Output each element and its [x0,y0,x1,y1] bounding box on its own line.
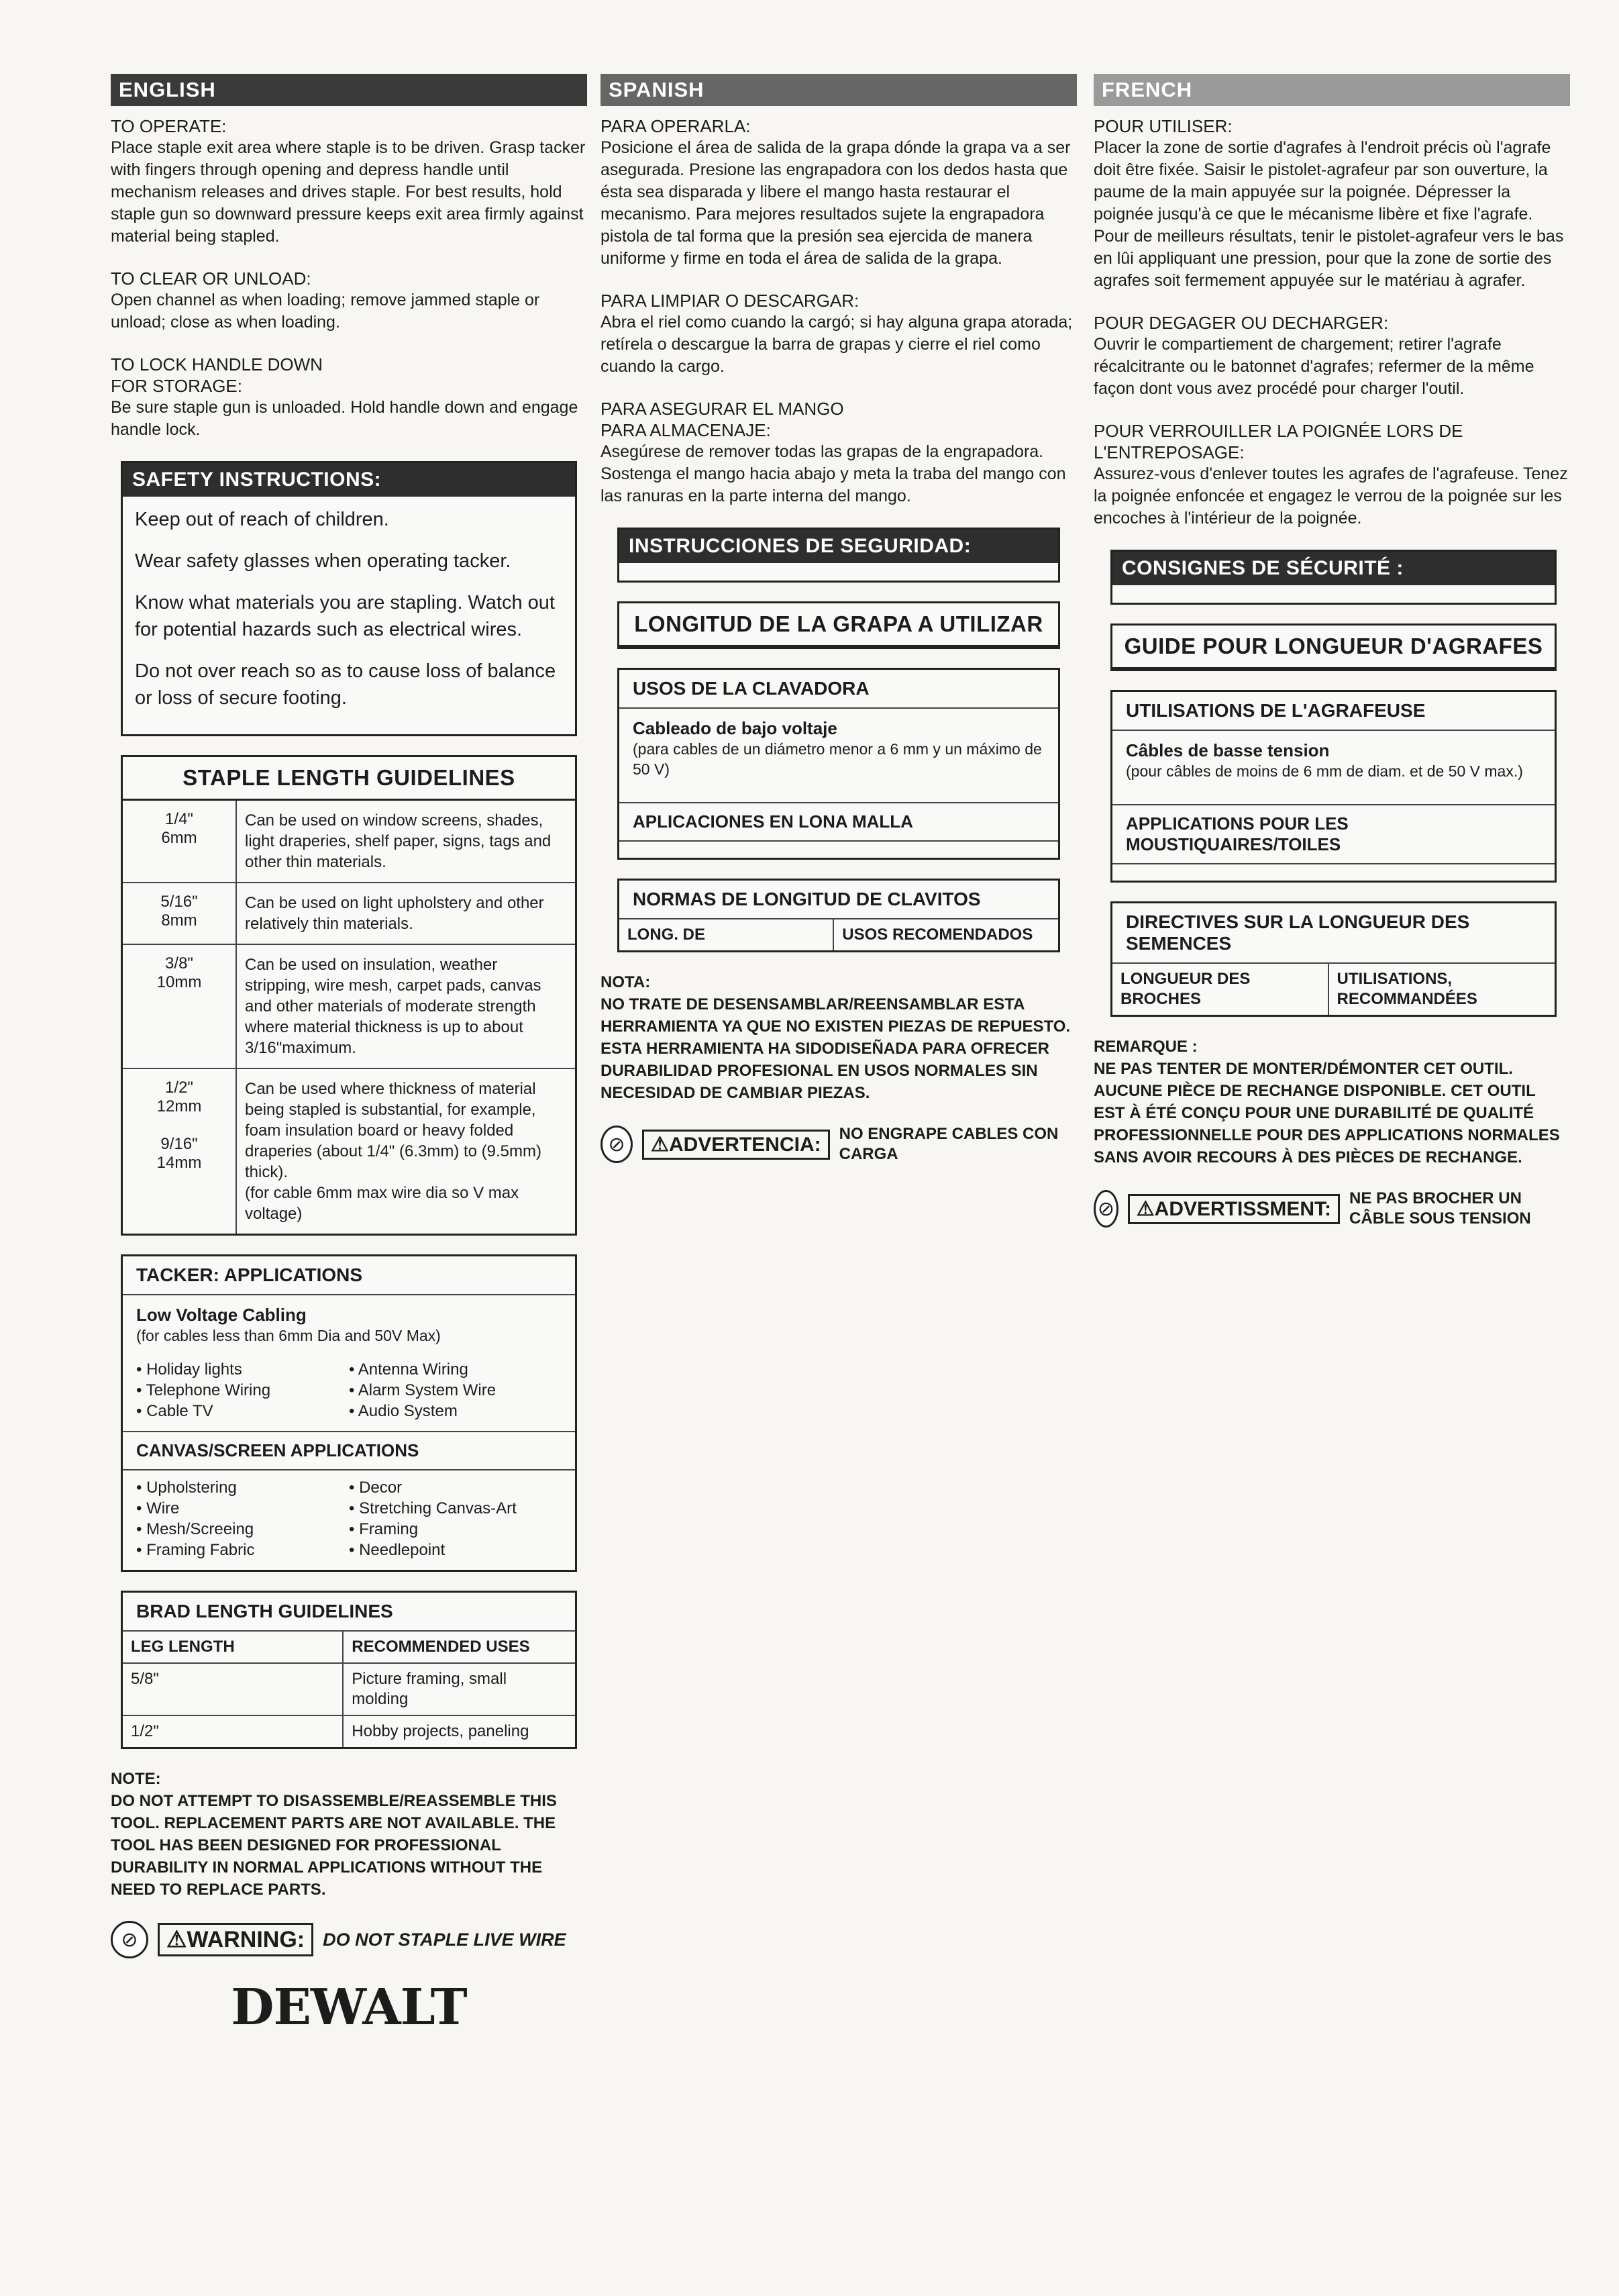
applications-box [121,1254,577,1572]
list-item: • Needlepoint [349,1541,446,1559]
list-item: • Audio System [349,1402,458,1420]
canvas-list [123,1470,575,1570]
brad-rows [123,1662,575,1747]
safety-box-es [617,528,1060,583]
staple-size: 1/2" 12mm 9/16" 14mm [123,1069,237,1234]
staple-table-title-fr: GUIDE POUR LONGUEUR D'AGRAFES [1112,626,1555,669]
staple-length-table-fr [1110,623,1557,671]
lock-body-fr: Assurez-vous d'enlever toutes les agrafes de l'agrafeuse. Tenez la poignée enfoncée et engagez le verrou de la poignée sur les encoches à l'intérieur de la poignée. [1094,464,1568,528]
staple-row [123,883,575,945]
safety-list-fr [1112,585,1555,603]
staple-table-title: STAPLE LENGTH GUIDELINES [123,757,575,801]
brad-len: 1/2" [123,1716,344,1747]
staple-row [123,801,575,883]
applications-box-fr [1110,690,1557,883]
staple-desc: Can be used on window screens, shades, light draperies, shelf paper, signs, tags and other thin materials. [245,811,552,871]
clean-title-fr: POUR DEGAGER OU DECHARGER: [1094,313,1389,333]
french-header: FRENCH [1094,74,1570,106]
brad-use: Picture framing, small molding [352,1670,507,1708]
warning-text-es: NO ENGRAPE CABLES CON CARGA [839,1125,1059,1163]
note-body: DO NOT ATTEMPT TO DISASSEMBLE/REASSEMBLE THIS TOOL. REPLACEMENT PARTS ARE NOT AVAILABLE. THE TOOL HAS BEEN DESIGNED FOR PROFESSIONAL DURABILITY IN NORMAL APPLICATIONS WITHOUT THE NEED TO REPLACE PARTS. [111,1792,557,1899]
warning-text-fr: NE PAS BROCHER UN CÂBLE SOUS TENSION [1349,1189,1531,1228]
low-voltage-section-fr [1112,731,1555,788]
safety-title-fr: CONSIGNES DE SÉCURITÉ : [1112,552,1555,585]
canvas-list-fr [1112,864,1555,881]
staple-size: 1/4" 6mm [123,801,237,882]
list-item: • Upholstering [136,1479,237,1497]
list-item: • Framing Fabric [136,1541,255,1559]
brad-h1-fr: LONGUEUR DES BROCHES [1112,964,1329,1015]
safety-item: Wear safety glasses when operating tacker. [135,550,511,572]
clean-body-es: Abra el riel como cuando la cargó; si hay alguna grapa atorada; retírela o descargue la barra de grapas y cierre el riel como cuando la cargo. [600,313,1073,376]
staple-size: 5/16" 8mm [123,883,237,944]
note-title-fr: REMARQUE : [1094,1038,1198,1056]
staple-desc: Can be used on insulation, weather stripping, wire mesh, carpet pads, canvas and other materials of moderate strength where material thickness is up to about 3/16"maximum. [245,956,541,1057]
clean-title-es: PARA LIMPIAR O DESCARGAR: [600,291,859,311]
warning-badge: ⚠WARNING: [158,1923,313,1956]
applications-box-es [617,668,1060,860]
brad-h2: RECOMMENDED USES [352,1638,530,1656]
brad-header [123,1632,575,1662]
lock-title-fr: POUR VERROUILLER LA POIGNÉE LORS DE L'ENTREPOSAGE: [1094,421,1463,462]
safety-item: Do not over reach so as to cause loss of balance or loss of secure footing. [135,660,556,709]
list-item: • Mesh/Screeing [136,1520,254,1538]
spanish-column [600,74,1077,1164]
note-title-es: NOTA: [600,973,651,991]
op-body-fr: Placer la zone de sortie d'agrafes à l'endroit précis où l'agrafe doit être fixée. Saisir le pistolet-agrafeur par son ouverture, la paume de la main appuyée sur la poignée. Dépresser la poignée jusqu'à ce que le mécanisme libère et fixe l'agrafe. Pour de meilleurs résultats, tenir le pistolet-agrafeur vers le bas en lûi appliquant une pression, pour que la zone de sortie des agrafes soit fermement appuyée sur le matériau à agrafer. [1094,138,1564,290]
no-wire-icon: ⊘ [600,1126,633,1163]
dewalt-logo: DEWALT [231,1979,467,2036]
no-wire-icon: ⊘ [111,1921,148,1958]
note-body-es: NO TRATE DE DESENSAMBLAR/REENSAMBLAR ESTA HERRAMIENTA YA QUE NO EXISTEN PIEZAS DE REPUESTO. ESTA HERRAMIENTA HA SIDODISEÑADA PARA OFRECER DURABILIDAD PROFESIONAL EN USOS NORMALES SIN NECESIDAD DE CAMBIAR PIEZAS. [600,995,1071,1102]
brad-h1: LEG LENGTH [123,1632,344,1662]
op-title-es: PARA OPERARLA: [600,116,751,136]
to-operate-title: TO OPERATE: [111,116,227,136]
list-item: • Framing [349,1520,419,1538]
staple-desc: Can be used on light upholstery and other relatively thin materials. [245,894,544,933]
brad-title-fr: DIRECTIVES SUR LA LONGUEUR DES SEMENCES [1112,903,1555,964]
canvas-title: CANVAS/SCREEN APPLICATIONS [123,1431,575,1470]
safety-title: SAFETY INSTRUCTIONS: [123,463,575,497]
lock-title-es: PARA ASEGURAR EL MANGO PARA ALMACENAJE: [600,399,844,440]
low-voltage-section [123,1295,575,1352]
list-item: • Antenna Wiring [349,1360,468,1379]
list-item: • Cable TV [136,1402,213,1420]
low-voltage-note-es: (para cables de un diámetro menor a 6 mm y un máximo de 50 V) [633,740,1042,778]
staple-size: 3/8" 10mm [123,945,237,1068]
brad-header-fr [1112,964,1555,1015]
warning-row-fr [1094,1189,1570,1229]
staple-row [123,945,575,1069]
list-item: • Telephone Wiring [136,1381,271,1399]
note-body-fr: NE PAS TENTER DE MONTER/DÉMONTER CET OUTIL. AUCUNE PIÈCE DE RECHANGE DISPONIBLE. CET OUTIL EST À ÉTÉ CONÇU POUR UNE DURABILITÉ DE QUALITÉ PROFESSIONNELLE POUR DES APPLICATIONS NORMALES SANS AVOIR RECOURS À DES PIÈCES DE RECHANGE. [1094,1060,1560,1166]
brad-row [123,1715,575,1747]
op-body-es: Posicione el área de salida de la grapa dónde la grapa va a ser asegurada. Presione las engrapadora con los dedos hasta que ésta sea disparada y libere el mango hasta restaurar el mecanismo. Para mejores resultados sujete la engrapadora pistola de tal forma que la presión sea ejercida de manera uniforme y firme en toda el área de salida de la grapa. [600,138,1071,268]
warning-row [111,1921,587,1958]
op-title-fr: POUR UTILISER: [1094,116,1233,136]
staple-rows [123,801,575,1234]
safety-list [123,497,575,734]
brad-h2-fr: UTILISATIONS, RECOMMANDÉES [1337,970,1477,1008]
low-voltage-list-es [619,786,1058,802]
brad-header-es [619,919,1058,950]
applications-title-es: USOS DE LA CLAVADORA [619,670,1058,709]
list-item: • Decor [349,1479,403,1497]
lock-body-es: Asegúrese de remover todas las grapas de la engrapadora. Sostenga el mango hacia abajo y meta la traba del mango con las ranuras en la parte interna del mango. [600,442,1066,505]
warning-badge-es: ⚠ADVERTENCIA: [642,1130,830,1160]
safety-list-es [619,563,1058,581]
brad-length-table-fr [1110,901,1557,1017]
brad-len: 5/8" [123,1664,344,1715]
canvas-list-es [619,842,1058,858]
brad-use: Hobby projects, paneling [352,1722,529,1740]
french-column [1094,74,1570,1229]
clear-title: TO CLEAR OR UNLOAD: [111,268,311,289]
list-item: • Holiday lights [136,1360,242,1379]
to-operate-body: Place staple exit area where staple is to be driven. Grasp tacker with fingers through opening and depress handle until mechanism releases and drives staple. For best results, hold staple gun so downward pressure keeps exit area firmly against material being stapled. [111,138,586,246]
staple-table-title-es: LONGITUD DE LA GRAPA A UTILIZAR [619,603,1058,647]
list-item: • Alarm System Wire [349,1381,497,1399]
lock-body: Be sure staple gun is unloaded. Hold handle down and engage handle lock. [111,398,578,439]
low-voltage-title-es: Cableado de bajo voltaje [633,718,837,738]
warning-row-es [600,1124,1077,1164]
warning-text: DO NOT STAPLE LIVE WIRE [323,1929,566,1950]
low-voltage-title-fr: Câbles de basse tension [1126,740,1330,760]
low-voltage-title: Low Voltage Cabling [136,1305,307,1325]
safety-box-fr [1110,550,1557,605]
staple-row [123,1069,575,1234]
warning-badge-fr: ⚠ADVERTISSMENT: [1128,1194,1340,1224]
english-header: ENGLISH [111,74,587,106]
low-voltage-note-fr: (pour câbles de moins de 6 mm de diam. et de 50 V max.) [1126,762,1523,780]
no-wire-icon: ⊘ [1094,1190,1118,1228]
brad-title: BRAD LENGTH GUIDELINES [123,1593,575,1632]
safety-title-es: INSTRUCCIONES DE SEGURIDAD: [619,530,1058,563]
english-column [111,74,587,2044]
low-voltage-list-fr [1112,788,1555,804]
brad-title-es: NORMAS DE LONGITUD DE CLAVITOS [619,881,1058,919]
list-item: • Wire [136,1499,180,1517]
brad-h2-es: USOS RECOMENDADOS [842,926,1033,944]
staple-length-table [121,755,577,1236]
applications-title-fr: UTILISATIONS DE L'AGRAFEUSE [1112,692,1555,731]
brad-h1-es: LONG. DE [619,919,834,950]
safety-box [121,461,577,736]
spanish-header: SPANISH [600,74,1077,106]
staple-length-table-es [617,601,1060,649]
brad-row [123,1662,575,1715]
lock-title: TO LOCK HANDLE DOWN FOR STORAGE: [111,354,323,396]
safety-item: Know what materials you are stapling. Watch out for potential hazards such as electrical wires. [135,592,555,640]
note-title: NOTE: [111,1770,161,1788]
canvas-title-fr: APPLICATIONS POUR LES MOUSTIQUAIRES/TOILES [1112,804,1555,864]
brad-length-table-es [617,879,1060,952]
clean-body-fr: Ouvrir le compartiement de chargement; retirer l'agrafe récalcitrante ou le batonnet d'agrafes; refermer de la même façon dont vous avez procédé pour charger l'outil. [1094,335,1534,398]
canvas-title-es: APLICACIONES EN LONA MALLA [619,802,1058,842]
staple-desc: Can be used where thickness of material being stapled is substantial, for example, foam insulation board or heavy folded draperies (about 1/4" (6.3mm) to (9.5mm) thick). (for cable 6mm max wire dia so V max voltage) [245,1080,542,1223]
clear-body: Open channel as when loading; remove jammed staple or unload; close as when loading. [111,291,540,332]
brad-length-table [121,1591,577,1749]
applications-title: TACKER: APPLICATIONS [123,1256,575,1295]
safety-item: Keep out of reach of children. [135,509,389,530]
low-voltage-list [123,1352,575,1431]
low-voltage-section-es [619,709,1058,786]
low-voltage-note: (for cables less than 6mm Dia and 50V Max) [136,1327,441,1344]
list-item: • Stretching Canvas-Art [349,1499,517,1517]
